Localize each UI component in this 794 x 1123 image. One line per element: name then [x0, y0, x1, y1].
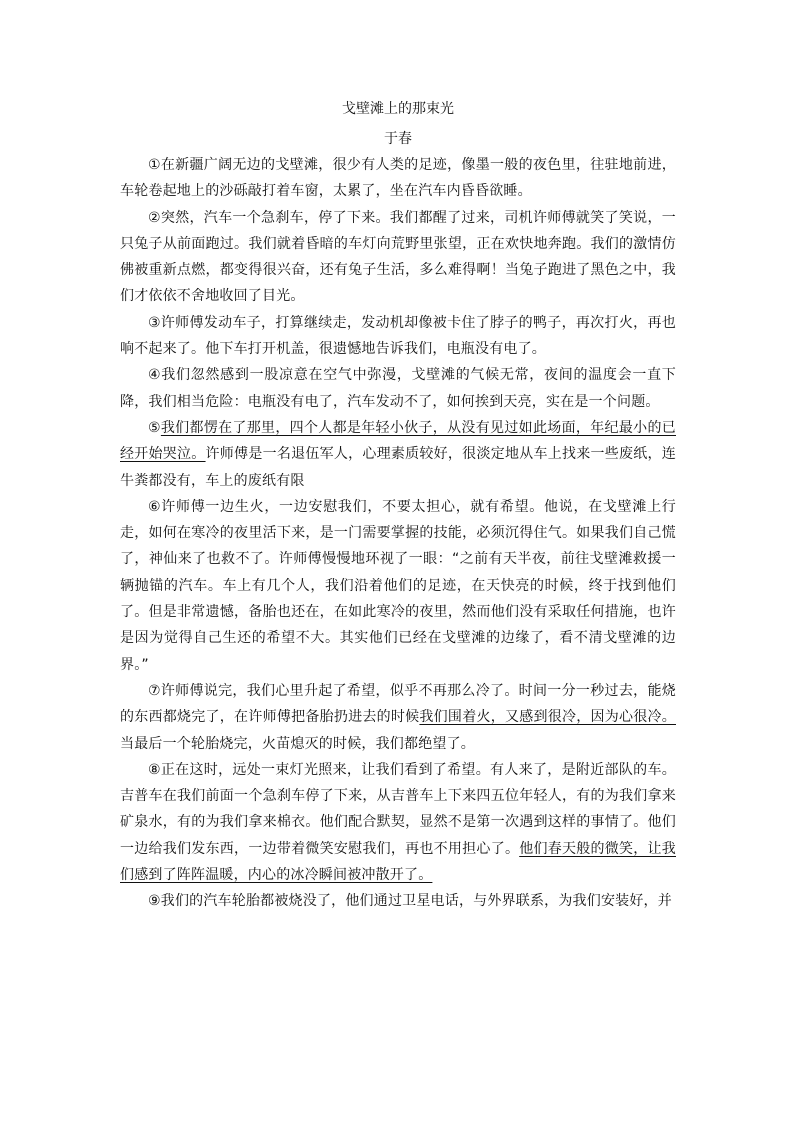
underlined-sentence: 他们春天般的微笑，让我们感到了阵阵温暖，内心的冰冷瞬间被冲散开了。: [120, 840, 676, 884]
paragraph-text: ④我们忽然感到一股凉意在空气中弥漫，戈壁滩的气候无常，夜间的温度会一直下降，我们相当危险：电瓶没有电了，汽车发动不了，如何挨到天亮，实在是一个问题。: [120, 367, 676, 410]
paragraph-5: [120, 415, 676, 494]
article-body: [120, 152, 676, 915]
paragraph-2: [120, 205, 676, 310]
paragraph-text: 当最后一个轮胎烧完，火苗熄灭的时候，我们都绝望了。: [120, 735, 475, 752]
paragraph-text: ⑦许师傅说完，我们心里升起了希望，似乎不再那么冷了。时间一分一秒过去，能烧的东西都烧完了，在许师傅把备胎扔进去的时候: [120, 682, 676, 726]
paragraph-1: [120, 152, 676, 205]
paragraph-4: [120, 362, 676, 415]
paragraph-text: ③许师傅发动车子，打算继续走，发动机却像被卡住了脖子的鸭子，再次打火，再也响不起来了。他下车打开机盖，很遗憾地告诉我们，电瓶没有电了。: [120, 314, 676, 358]
article-author: 于春: [384, 131, 412, 147]
paragraph-7: [120, 678, 676, 757]
paragraph-text: ⑧正在这时，远处一束灯光照来，让我们看到了希望。有人来了，是附近部队的车。吉普车在我们前面一个急刹车停了下来，从吉普车上下来四五位年轻人，有的为我们拿来矿泉水，有的为我们拿来棉衣。他们配合默契，显然不是第一次遇到这样的事情了。他们一边给我们发东西，一边带着微笑安慰我们，再也不用担心了。: [120, 761, 676, 857]
document-page: [120, 98, 676, 915]
paragraph-8: [120, 757, 676, 888]
paragraph-text: ②突然，汽车一个急刹车，停了下来。我们都醒了过来，司机许师傅就笑了笑说，一只兔子从前面跑过。我们就着昏暗的车灯向荒野里张望，正在欢快地奔跑。我们的激情仿佛被重新点燃，都变得很兴奋，还有兔子生活，多么难得啊！当兔子跑进了黑色之中，我们才依依不舍地收回了目光。: [120, 209, 676, 305]
paragraph-text: ①在新疆广阔无边的戈壁滩，很少有人类的足迹，像墨一般的夜色里，往驻地前进，车轮卷起地上的沙砾敲打着车窗，太累了，坐在汽车内昏昏欲睡。: [120, 157, 676, 200]
paragraph-text: ⑤: [148, 419, 161, 436]
underlined-sentence: 我们都愣在了那里，四个人都是年轻小伙子，从没有见过如此场面，年纪最小的已经开始哭泣。: [120, 419, 676, 463]
article-title: 戈壁滩上的那束光: [342, 101, 454, 117]
paragraph-text: ⑨我们的汽车轮胎都被烧没了，他们通过卫星电话，与外界联系，为我们安装好，并: [148, 893, 672, 910]
paragraph-3: [120, 310, 676, 363]
paragraph-6: [120, 494, 676, 678]
paragraph-text: 许师傅是一名退伍军人，心理素质较好，很淡定地从车上找来一些废纸，连牛粪都没有，车上的废纸有限: [120, 446, 676, 489]
paragraph-text: ⑥许师傅一边生火，一边安慰我们，不要太担心，就有希望。他说，在戈壁滩上行走，如何在寒冷的夜里活下来，是一门需要掌握的技能，必须沉得住气。如果我们自己慌了，神仙来了也救不了。许师傅慢慢地环视了一眼：“之前有天半夜，前往戈壁滩救援一辆抛锚的汽车。车上有几个人，我们沿着他们的足迹，在天快亮的时候，终于找到他们了。但是非常遗憾，备胎也还在，在如此寒冷的夜里，然而他们没有采取任何措施，也许是因为觉得自己生还的希望不大。其实他们已经在戈壁滩的边缘了，看不清戈壁滩的边界。”: [120, 498, 676, 673]
underlined-sentence: 我们围着火，又感到很冷，因为心很冷。: [419, 709, 676, 726]
paragraph-9: [120, 888, 676, 914]
